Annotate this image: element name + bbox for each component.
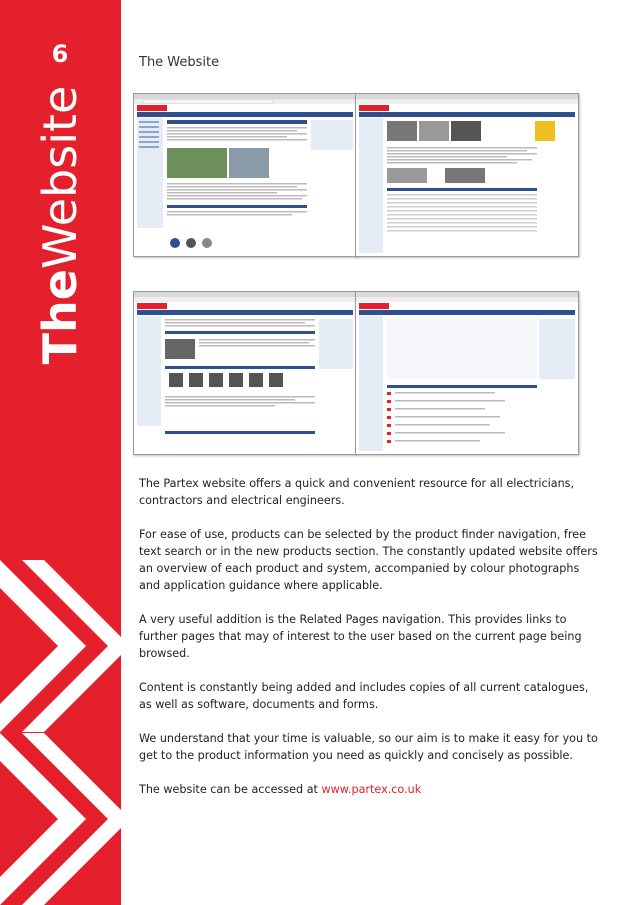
website-screenshot-product-listing [355,93,579,257]
paragraph-related-pages: A very useful addition is the Related Pages navigation. This provides links to further pages that may of interest to the user based on the current page being browsed. [139,613,582,660]
page-number: 6 [51,40,69,68]
paragraph-ease-of-use: For ease of use, products can be selected by the product finder navigation, free text search or in the new products section. The constantly updated website offers an overview of each product and system, accompanied by colour photographs and application guidance where applicable. [139,528,598,592]
body-text [139,475,599,815]
vertical-title [33,85,87,365]
chevron-pattern [0,560,121,905]
section-title: The Website [139,55,220,70]
website-screenshot-product-detail [133,291,357,455]
website-screenshot-homepage [133,93,357,257]
website-link[interactable]: www.partex.co.uk [321,783,422,796]
website-screenshot-related-pages [355,291,579,455]
red-sidebar [0,0,121,905]
vertical-title-bold: The [33,269,87,365]
paragraph-intro: The Partex website offers a quick and convenient resource for all electricians, contractors and electrical engineers. [139,477,575,507]
vertical-title-light: Website [33,85,87,270]
paragraph-website-address [139,781,599,798]
paragraph-time: We understand that your time is valuable, so our aim is to make it easy for you to get to the product information you need as quickly and concisely as possible. [139,732,598,762]
paragraph-content: Content is constantly being added and includes copies of all current catalogues, as well as software, documents and forms. [139,681,589,711]
website-address-prefix: The website can be accessed at [139,783,322,796]
